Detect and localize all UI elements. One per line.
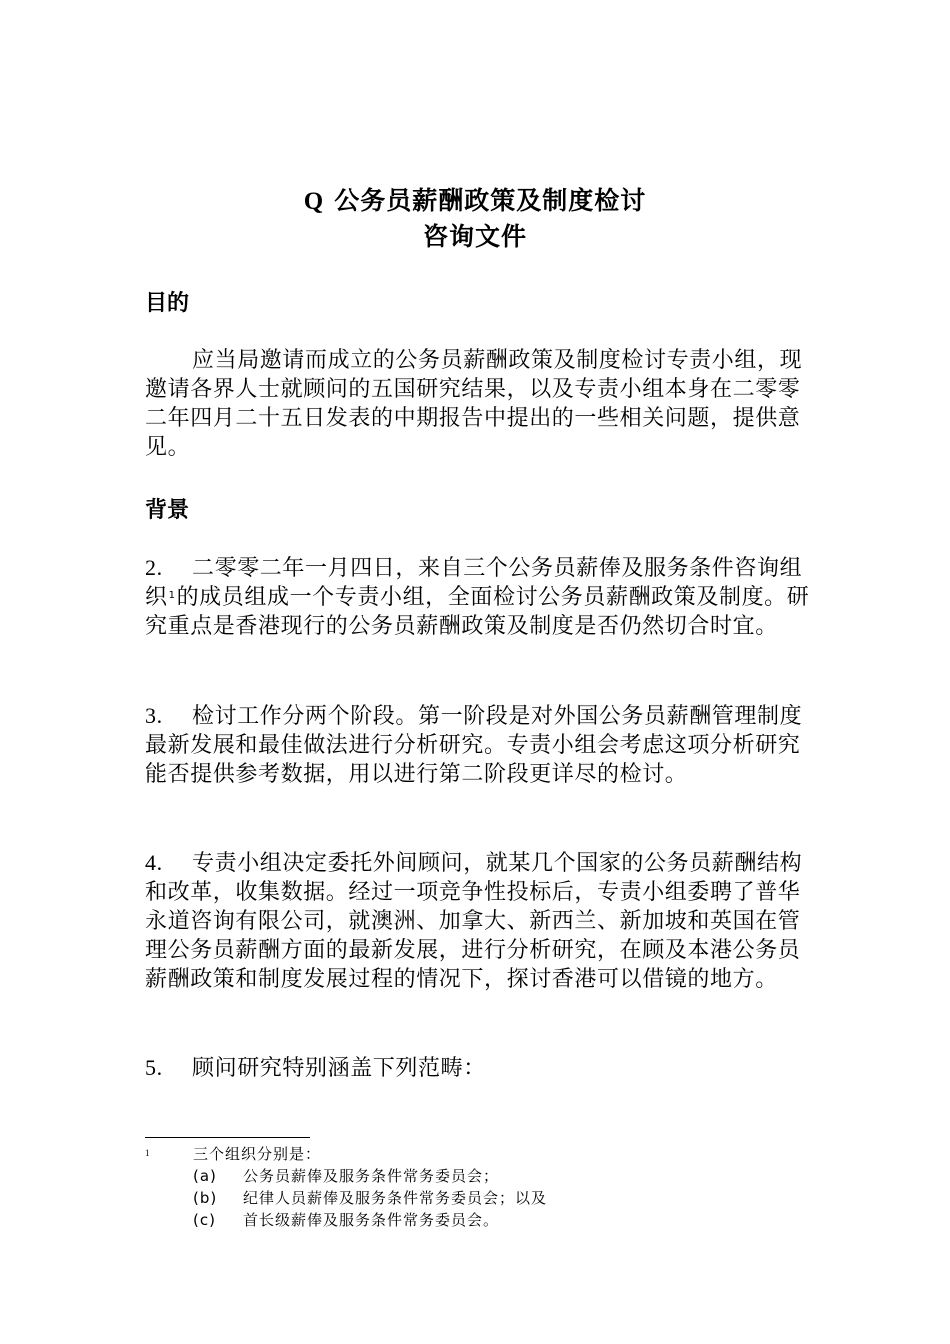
purpose-heading: 目的 [145, 291, 190, 316]
footnote-item-text: 首长级薪俸及服务条件常务委员会。 [243, 1211, 500, 1229]
title-line-1: 公务员薪酬政策及制度检讨 [334, 186, 647, 215]
footnote-item [193, 1210, 499, 1230]
paragraph-number: 2. [145, 555, 163, 580]
paragraph-text: 的成员组成一个专责小组，全面检讨公务员薪酬政策及制度。研究重点是香港现行的公务员薪酬政策及制度是否仍然切合时宜。 [145, 585, 810, 639]
title-prefix: Q [303, 188, 325, 215]
footnote-item-label: (c) [193, 1211, 216, 1229]
paragraph-2 [145, 553, 810, 641]
footnote-item [193, 1188, 547, 1208]
document-title [0, 184, 950, 219]
paragraph-number: 5. [145, 1055, 163, 1080]
footnote-item [193, 1166, 499, 1186]
footnote-item-label: (a) [193, 1167, 217, 1185]
footnote-item-text: 公务员薪俸及服务条件常务委员会； [243, 1167, 500, 1185]
footnote-separator [145, 1137, 310, 1138]
paragraph-number: 4. [145, 850, 163, 875]
purpose-paragraph [145, 346, 810, 462]
footnote-mark: 1 [145, 1148, 150, 1158]
paragraph-text: 顾问研究特别涵盖下列范畴： [192, 1056, 486, 1081]
document-subtitle: 咨询文件 [422, 222, 527, 251]
paragraph-text: 二零零二年一月四日，来自三个公务员薪俸及服务条件咨询组织 [145, 556, 803, 610]
footnote-reference[interactable]: 1 [168, 590, 176, 601]
background-heading: 背景 [145, 498, 190, 523]
purpose-text: 应当局邀请而成立的公务员薪酬政策及制度检讨专责小组，现邀请各界人士就顾问的五国研究结果，以及专责小组本身在二零零二年四月二十五日发表的中期报告中提出的一些相关问题，提供意见。 [145, 348, 803, 460]
paragraph-3 [145, 701, 810, 789]
paragraph-5 [145, 1053, 810, 1083]
paragraph-text: 专责小组决定委托外间顾问，就某几个国家的公务员薪酬结构和改革，收集数据。经过一项竞争性投标后，专责小组委聘了普华永道咨询有限公司，就澳洲、加拿大、新西兰、新加坡和英国在管理公务员薪酬方面的最新发展，进行分析研究，在顾及本港公务员薪酬政策和制度发展过程的情况下，探讨香港可以借镜的地方。 [145, 851, 803, 992]
paragraph-4 [145, 848, 810, 994]
paragraph-text: 检讨工作分两个阶段。第一阶段是对外国公务员薪酬管理制度最新发展和最佳做法进行分析研究。专责小组会考虑这项分析研究能否提供参考数据，用以进行第二阶段更详尽的检讨。 [145, 704, 803, 787]
footnote-intro: 三个组织分别是： [193, 1145, 322, 1163]
footnote-item-label: (b) [193, 1189, 218, 1207]
paragraph-number: 3. [145, 703, 163, 728]
footnote-item-text: 纪律人员薪俸及服务条件常务委员会；以及 [243, 1189, 548, 1207]
